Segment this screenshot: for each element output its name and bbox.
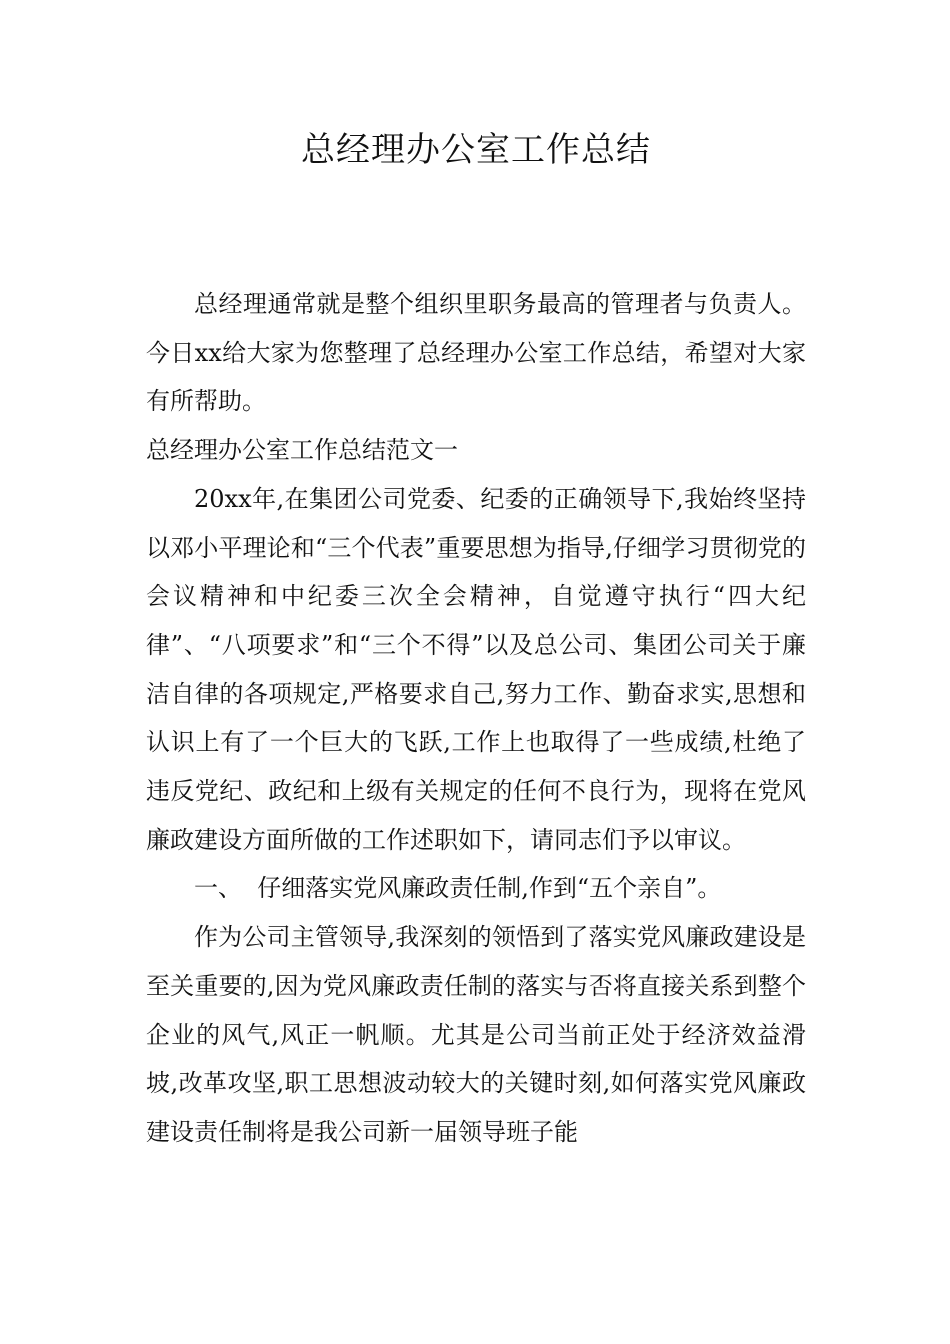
- body-paragraph: 作为公司主管领导,我深刻的领悟到了落实党风廉政建设是至关重要的,因为党风廉政责任制的落实与否将直接关系到整个企业的风气,风正一帆顺。尤其是公司当前正处于经济效益滑坡,改革攻坚,职工思想波动较大的关键时刻,如何落实党风廉政建设责任制将是我公司新一届领导班子能: [146, 923, 806, 1146]
- body-paragraph: 20xx年,在集团公司党委、纪委的正确领导下,我始终坚持以邓小平理论和“三个代表”重要思想为指导,仔细学习贯彻党的会议精神和中纪委三次全会精神，自觉遵守执行“四大纪律”、“八项要求”和“三个不得”以及总公司、集团公司关于廉洁自律的各项规定,严格要求自己,努力工作、勤奋求实,思想和认识上有了一个巨大的飞跃,工作上也取得了一些成绩,杜绝了违反党纪、政纪和上级有关规定的任何不良行为，现将在党风廉政建设方面所做的工作述职如下，请同志们予以审议。: [146, 484, 806, 854]
- document-body: [146, 280, 806, 1157]
- intro-paragraph: 总经理通常就是整个组织里职务最高的管理者与负责人。今日xx给大家为您整理了总经理办公室工作总结，希望对大家有所帮助。: [146, 290, 806, 416]
- subsection-heading: 一、 仔细落实党风廉政责任制,作到“五个亲自”。: [194, 874, 722, 903]
- section-heading: 总经理办公室工作总结范文一: [146, 436, 458, 465]
- document-title: 总经理办公室工作总结: [301, 130, 651, 170]
